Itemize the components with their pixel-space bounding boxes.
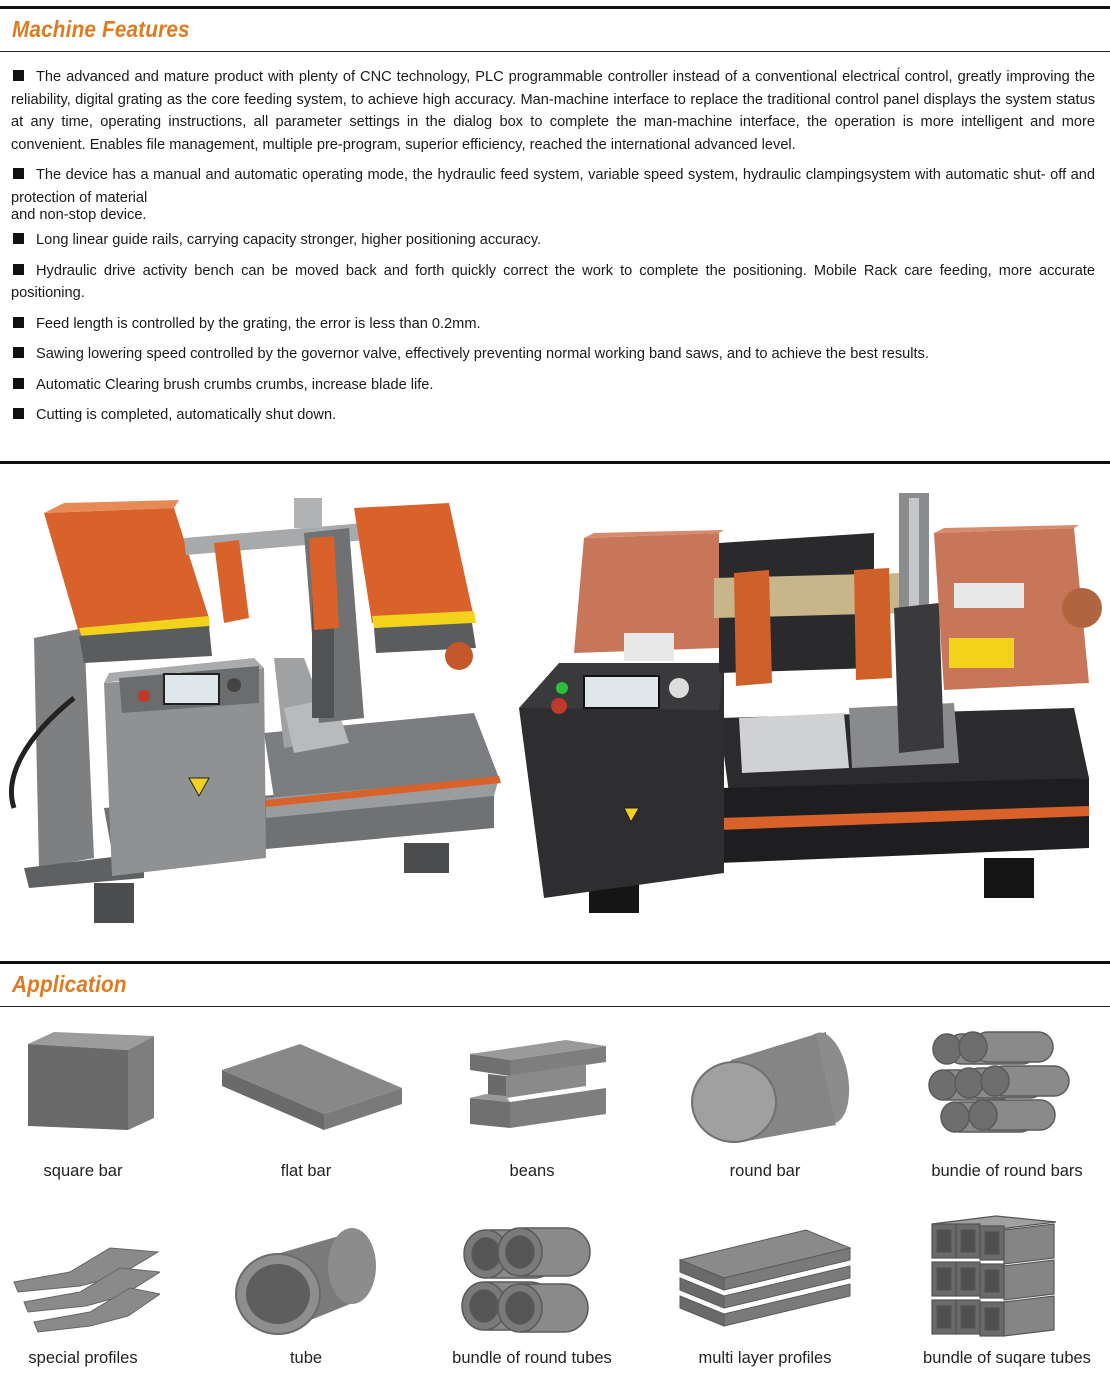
app-label: square bar — [43, 1162, 123, 1180]
app-label: bundle of round tubes — [452, 1349, 612, 1367]
square-tube-bundle-icon — [926, 1214, 1062, 1340]
app-label: flat bar — [280, 1162, 332, 1180]
app-label: tube — [289, 1349, 323, 1367]
app-label: bundle of suqare tubes — [923, 1349, 1091, 1367]
application-title: Application — [12, 971, 127, 997]
features-title-rule — [0, 51, 1110, 52]
feature-item: Cutting is completed, automatically shut down. — [11, 404, 1095, 427]
bullet-square-icon — [13, 317, 24, 328]
feature-item: The advanced and mature product with plenty of CNC technology, PLC programmable controller instead of a conventional electricaĺ control, greatly improving the reliability, digital grating as the core feeding system, to achieve high accuracy. Man-machine interface to replace the traditional control panel displays the system status at any time, operating instructions, all parameter settings in the dialog box to complete the man-machine interface, the operation is more intelligent and more convenient. Enables file management, multiple pre-program, superior efficiency, reached the international advanced level. — [11, 69, 1095, 153]
tube-icon — [232, 1226, 382, 1338]
bullet-square-icon — [13, 347, 24, 358]
feature-item: Feed length is controlled by the grating, the error is less than 0.2mm. — [11, 313, 1095, 336]
features-bottom-rule — [0, 461, 1110, 464]
feature-list — [11, 66, 1095, 435]
top-rule — [0, 6, 1110, 9]
app-label: bundie of round bars — [931, 1162, 1083, 1180]
bullet-square-icon — [13, 70, 24, 81]
feature-item: Hydraulic drive activity bench can be moved back and forth quickly correct the work to complete the positioning. Mobile Rack care feeding, more accurate positioning. — [11, 262, 1095, 301]
special-profiles-icon — [10, 1238, 160, 1333]
bullet-square-icon — [13, 168, 24, 179]
round-tube-bundle-icon — [458, 1226, 596, 1338]
round-bar-bundle-icon — [925, 1030, 1073, 1138]
app-label: multi layer profiles — [698, 1349, 832, 1367]
bullet-square-icon — [13, 408, 24, 419]
bullet-square-icon — [13, 233, 24, 244]
feature-item: The device has a manual and automatic operating mode, the hydraulic feed system, variable speed system, hydraulic clampingsystem with automatic shut- off and protection of material and non-stop device. — [11, 167, 1095, 223]
features-title: Machine Features — [12, 16, 190, 42]
bullet-square-icon — [13, 264, 24, 275]
round-bar-icon — [686, 1030, 854, 1145]
i-beam-icon — [466, 1036, 611, 1136]
feature-item: Automatic Clearing brush crumbs crumbs, increase blade life. — [11, 374, 1095, 397]
app-label: round bar — [729, 1162, 801, 1180]
feature-item: Sawing lowering speed controlled by the governor valve, effectively preventing normal working band saws, and to achieve the best results. — [11, 343, 1095, 366]
flat-bar-icon — [220, 1042, 405, 1132]
multi-layer-icon — [676, 1228, 854, 1332]
machine-photo-black — [514, 478, 1104, 938]
feature-item: Long linear guide rails, carrying capacity stronger, higher positioning accuracy. — [11, 229, 1095, 252]
application-title-rule — [0, 1006, 1110, 1007]
application-top-rule — [0, 961, 1110, 964]
app-label: beans — [509, 1162, 555, 1180]
app-label: special profiles — [28, 1349, 138, 1367]
square-bar-icon — [24, 1030, 159, 1135]
bullet-square-icon — [13, 378, 24, 389]
machine-photo-grey — [4, 478, 504, 938]
